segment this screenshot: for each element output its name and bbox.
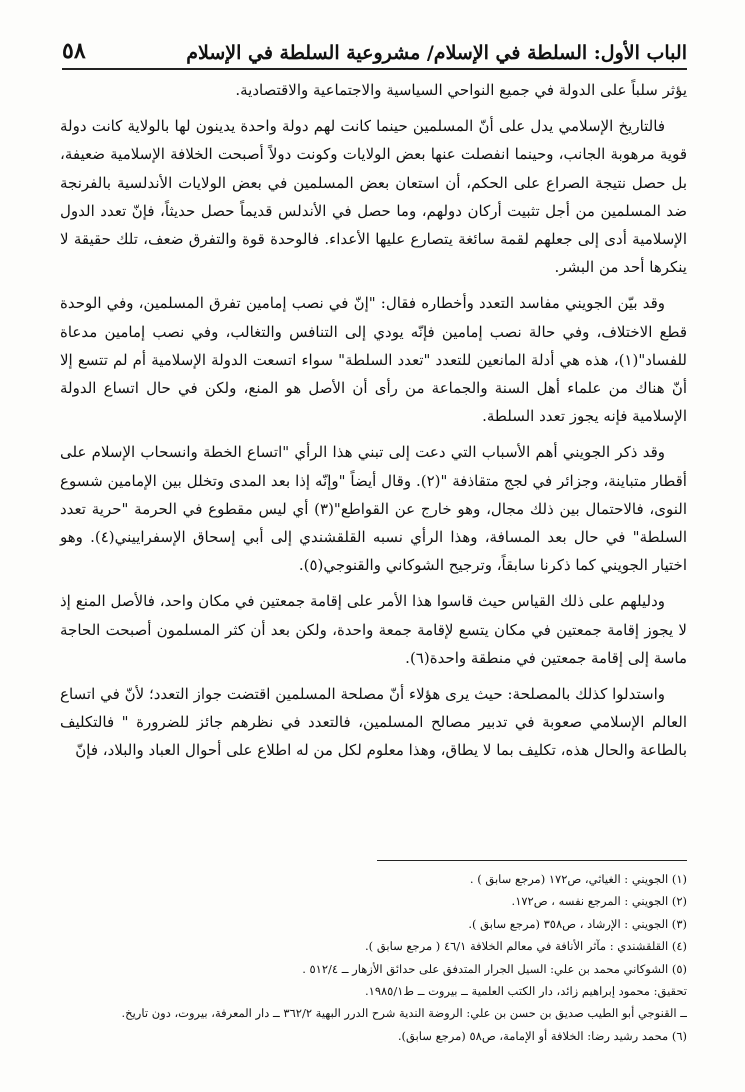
footnote: (٢) الجويني : المرجع نفسه ، ص١٧٢.	[511, 894, 687, 909]
paragraph: يؤثر سلباً على الدولة في جميع النواحي السياسية والاجتماعية والاقتصادية.	[235, 81, 687, 99]
paragraph: واستدلوا كذلك بالمصلحة: حيث يرى هؤلاء أنّ مصلحة المسلمين اقتضت جواز التعدد؛ لأنّ في اتساع العالم الإسلامي صعوبة في تدبير مصالح المسلمين، فالتعدد في نظرهم جائز للضرورة " فالتكليف بالطاعة والحال هذه، تكليف بما لا يطاق، وهذا معلوم لكل من له اطلاع على أحوال العباد والبلاد، فإنّ	[60, 685, 687, 760]
footnote: (٥) الشوكاني محمد بن علي: السيل الجرار المتدفق على حدائق الأزهار ــ ٥١٢/٤ .	[302, 961, 687, 976]
chapter-title: الباب الأول: السلطة في الإسلام/ مشروعية السلطة في الإسلام	[186, 42, 687, 64]
footnote: تحقيق: محمود إبراهيم زائد، دار الكتب العلمية ــ بيروت ــ ط١٩٨٥/١.	[365, 984, 687, 999]
paragraph: ودليلهم على ذلك القياس حيث قاسوا هذا الأمر على إقامة جمعتين في مكان واحد، فالأصل المنع إذ لا يجوز إقامة جمعتين في مكان يتسع لإقامة جمعة واحدة، ولكن بعد أن كثر المسلمون أصبحت الحاجة ماسة إلى إقامة جمعتين في منطقة واحدة(٦).	[60, 592, 687, 667]
footnote: (٦) محمد رشيد رضا: الخلافة أو الإمامة، ص٥٨ (مرجع سابق).	[397, 1028, 687, 1043]
footnote: (٣) الجويني : الإرشاد ، ص٣٥٨ (مرجع سابق ).	[468, 916, 687, 931]
footnote: (٤) القلقشندي : مآثر الأنافة في معالم الخلافة ٤٦/١ ( مرجع سابق ).	[365, 939, 687, 954]
footnote: ــ القنوجي أبو الطيب صديق بن حسن بن علي: الروضة الندية شرح الدرر البهية ٣٦٢/٢ ــ دار المعرفة، بيروت، دون تاريخ.	[121, 1006, 687, 1021]
footnote: (١) الجويني : الغياثي، ص١٧٢ (مرجع سابق ) .	[469, 872, 687, 886]
footnote-divider	[377, 860, 687, 861]
running-header	[62, 30, 687, 70]
page-number: ٥٨	[62, 38, 86, 64]
footnotes	[60, 868, 687, 1047]
body-text	[60, 76, 687, 773]
paragraph: وقد ذكر الجويني أهم الأسباب التي دعت إلى تبني هذا الرأي "اتساع الخطة وانسحاب الإسلام على أقطار متباينة، وجزائر في لجج متقاذفة "(٢). وقال أيضاً "وإنّه إذا بعد المدى وتخلل بين الإمامين شسوع النوى، فالاحتمال بين ذلك مجال، وهو خارج عن القواطع"(٣) أي ليس مقطوع في الحرمة "حرية تعدد السلطة" في حال بعد المسافة، وهذا الرأي نسبه القلقشندي إلى أبي إسحاق الإسفراييني(٤). وهو اختيار الجويني كما ذكرنا سابقاً، وترجيح الشوكاني والقنوجي(٥).	[60, 443, 687, 575]
paragraph: فالتاريخ الإسلامي يدل على أنّ المسلمين حينما كانت لهم دولة واحدة يدينون لها بالولاية كانت دولة قوية مرهوبة الجانب، وحينما انفصلت عنها بعض الولايات وكونت دولاً أصبحت الخلافة الإسلامية ضعيفة، بل حصل نتيجة الصراع على الحكم، أن استعان بعض المسلمين في بعض الولايات الأندلسية بالفرنجة ضد المسلمين من أجل تثبيت أركان دولهم، وما حصل في الأندلس قديماً حصل حديثاً، فإنّ تعدد الدول الإسلامية أدى إلى جعلهم لقمة سائغة يتصارع عليها الأعداء. فالوحدة قوة والتفرق ضعف، تلك حقيقة لا ينكرها أحد من البشر.	[60, 117, 687, 277]
paragraph: وقد بيّن الجويني مفاسد التعدد وأخطاره فقال: "إنّ في نصب إمامين تفرق المسلمين، وفي الوحدة قطع الاختلاف، وفي حالة نصب إمامين فإنّه يودي إلى التنافس والتغالب، وفي نصب إمامين مدعاة للفساد"(١)، هذه هي أدلة المانعين للتعدد "تعدد السلطة" سواء اتسعت الدولة الإسلامية أم لم تتسع إلا أنّ هناك من علماء أهل السنة والجماعة من رأى أن الأصل هو المنع، ولكن في حال اتساع الدولة الإسلامية فإنه يجوز تعدد السلطة.	[60, 294, 687, 426]
